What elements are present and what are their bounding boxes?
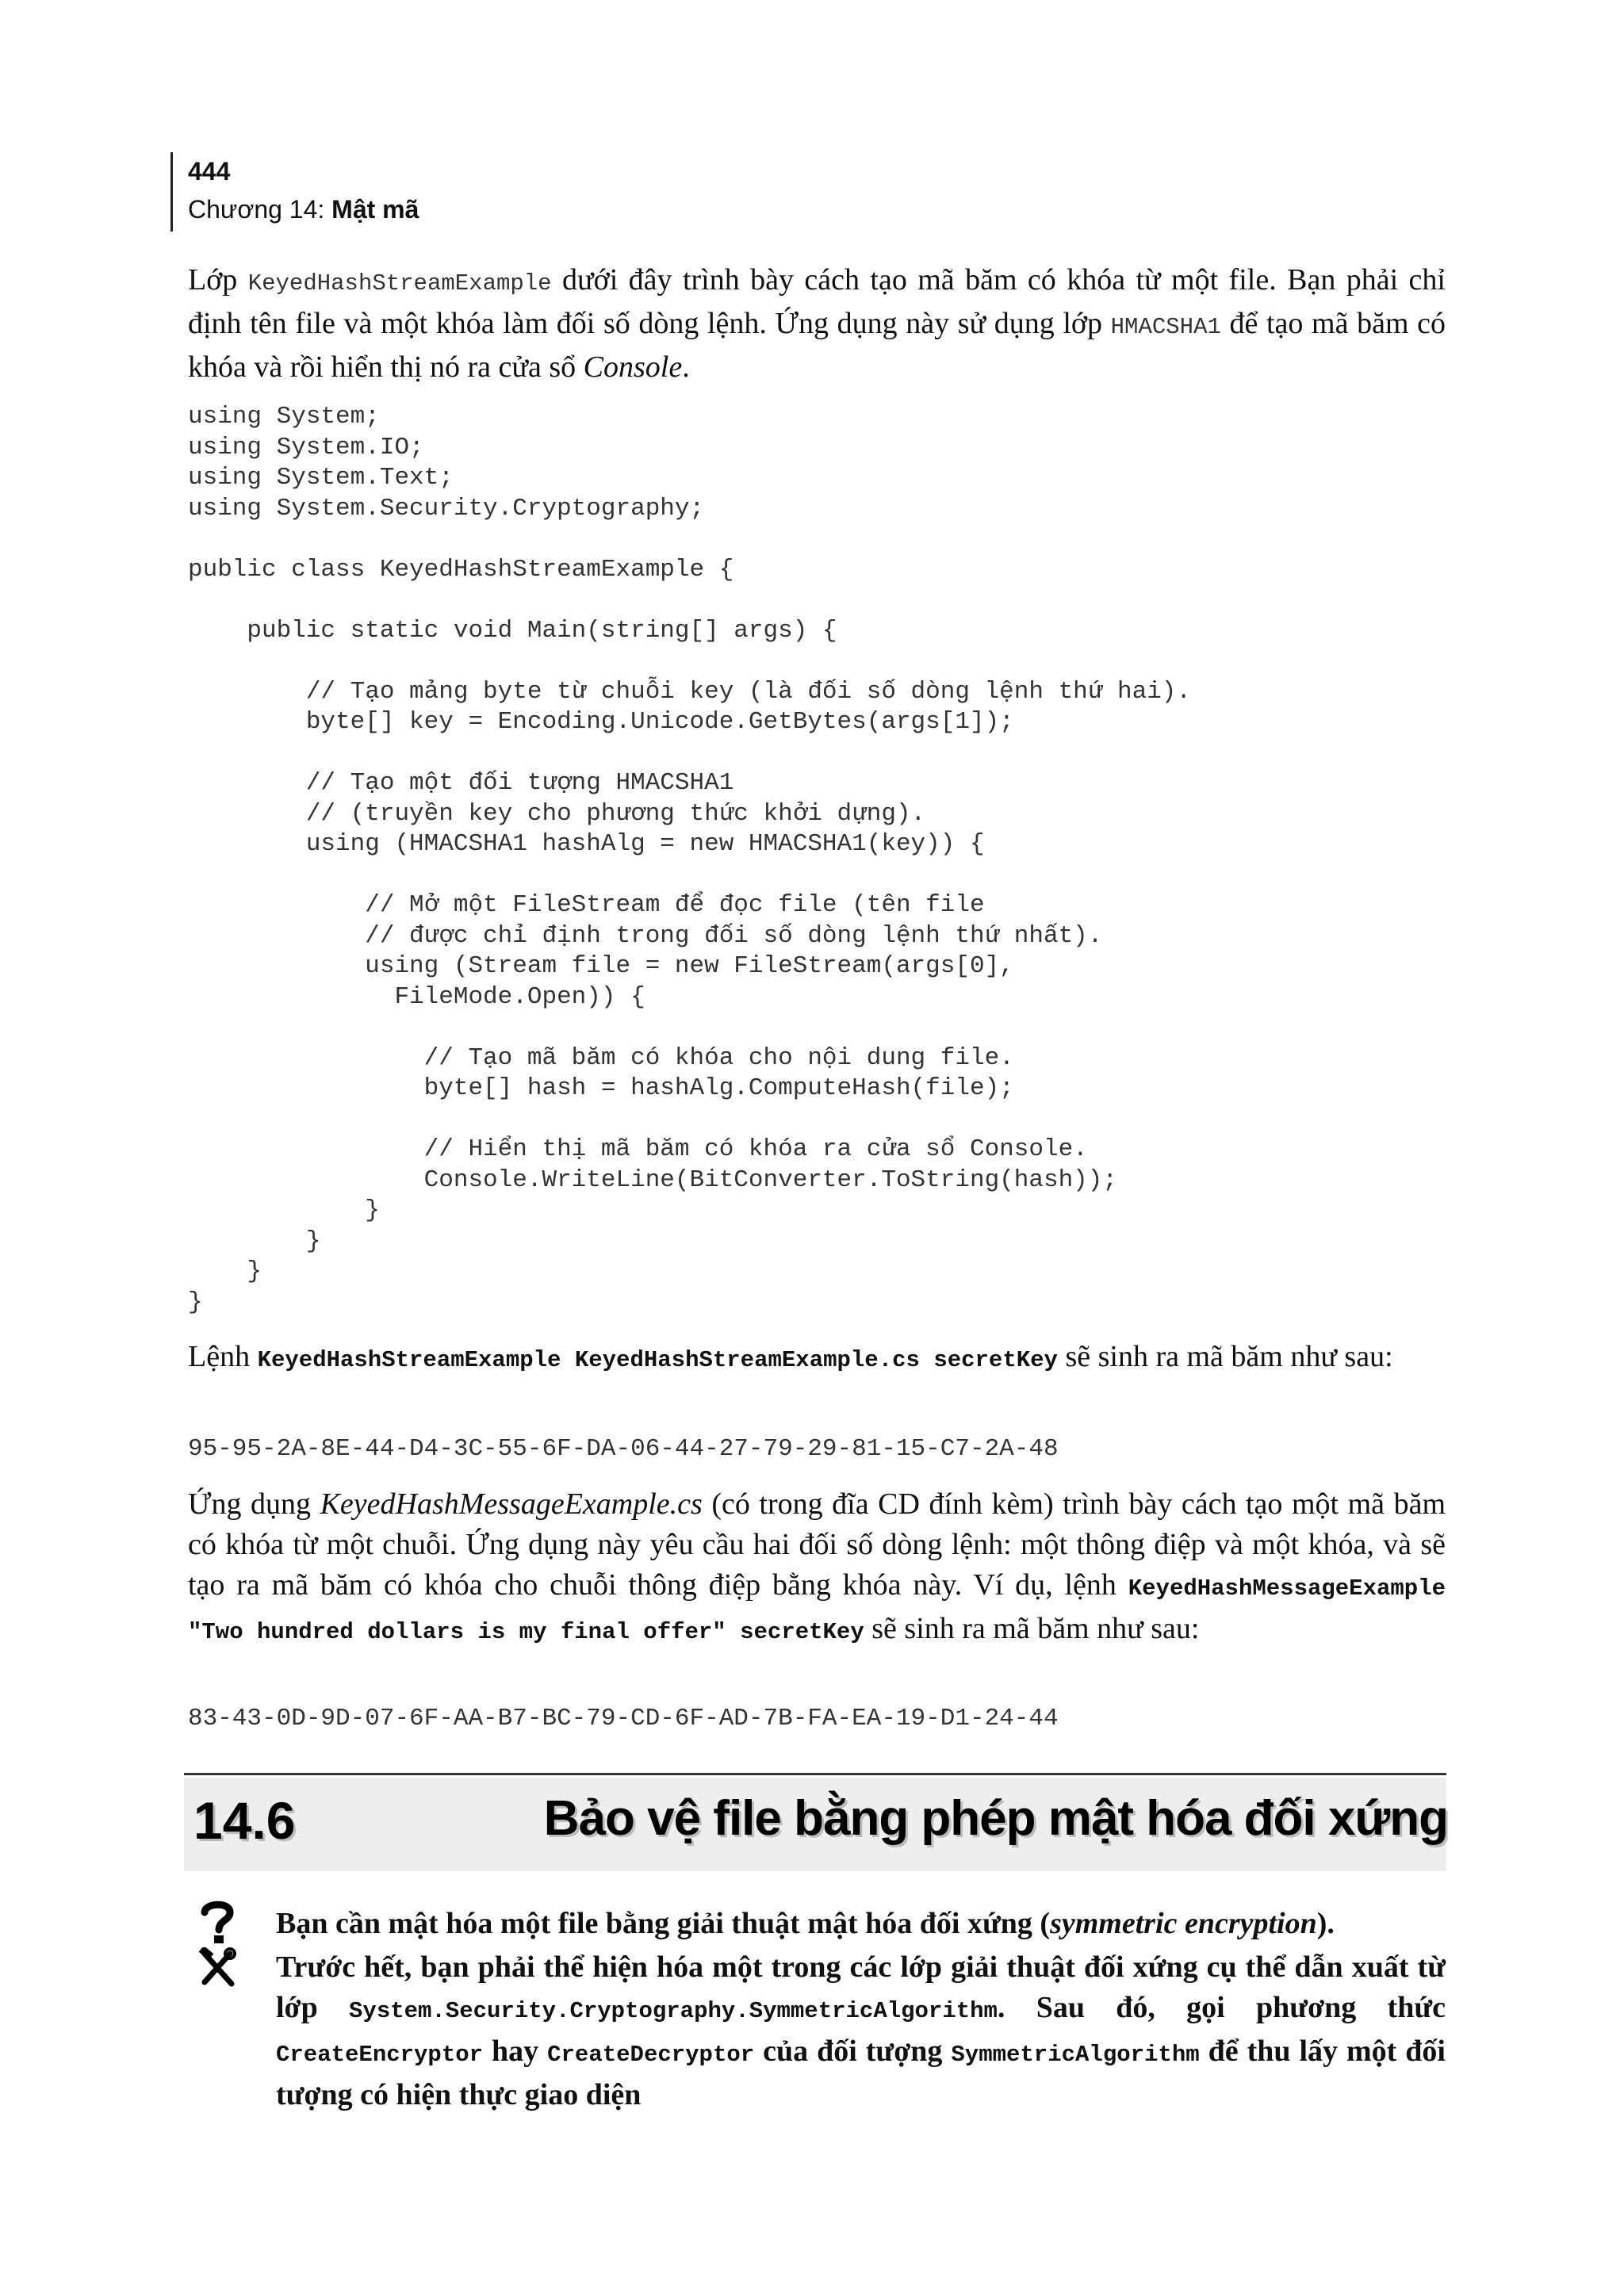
command1-text-1: Lệnh bbox=[188, 1340, 258, 1373]
para2-text-3: sẽ sinh ra mã băm như sau: bbox=[864, 1612, 1200, 1645]
intro-console-term: Console bbox=[583, 350, 683, 384]
hash-output-1: 95-95-2A-8E-44-D4-3C-55-6F-DA-06-44-27-79-29-81-15-C7-2A-48 bbox=[188, 1435, 1059, 1463]
intro-hmac-name: HMACSHA1 bbox=[1110, 314, 1221, 340]
chapter-prefix: Chương 14: bbox=[188, 195, 332, 224]
solution-text-2: . Sau đó, gọi phương thức bbox=[997, 1991, 1446, 2024]
section-number: 14.6 bbox=[193, 1791, 296, 1850]
solution-text-1: Trước hết, bạn phải thể hiện hóa một trong các lớp giải thuật đối xứng cụ thể dẫn xuất từ lớp bbox=[276, 1950, 1446, 2024]
solution-text-3: hay bbox=[483, 2035, 548, 2068]
para2-text-1: Ứng dụng bbox=[188, 1487, 320, 1521]
solution-text-5: để thu lấy một đối tượng có hiện thực giao diện bbox=[276, 2035, 1446, 2111]
intro-class-name: KeyedHashStreamExample bbox=[247, 270, 552, 297]
header-rule bbox=[170, 152, 173, 232]
intro-text-3: để tạo mã băm có khóa và rồi hiển thị nó ra cửa sổ bbox=[188, 307, 1446, 384]
intro-paragraph bbox=[188, 260, 1446, 388]
solution-method-encryptor: CreateEncryptor bbox=[276, 2042, 484, 2068]
hash-output-2: 83-43-0D-9D-07-6F-AA-B7-BC-79-CD-6F-AD-7B-FA-EA-19-D1-24-44 bbox=[188, 1705, 1059, 1732]
command-paragraph-1 bbox=[188, 1337, 1446, 1380]
solution-text-4: của đối tượng bbox=[754, 2035, 952, 2068]
message-example-paragraph bbox=[188, 1484, 1446, 1652]
question-mark-icon bbox=[198, 1900, 236, 1944]
problem-text-2: ). bbox=[1316, 1907, 1335, 1940]
tools-icon bbox=[198, 1947, 236, 1989]
chapter-title: Mật mã bbox=[331, 195, 419, 224]
code-listing: using System; using System.IO; using System.Text; using System.Security.Cryptography; public class KeyedHashStreamExample { public static void Main(string[] args) { // Tạo mảng byte từ chuỗi key (là đối số dòng lệnh thứ hai). byte[] key = Encoding.Unicode.GetBytes(args[1]); // Tạo một đối tượng HMACSHA1 // (truyền key cho phương thức khởi dựng). using (HMACSHA1 hashAlg = new HMACSHA1(key)) { // Mở một FileStream để đọc file (tên file // được chỉ định trong đối số dòng lệnh thứ nhất). using (Stream file = new FileStream(args[0], FileMode.Open)) { // Tạo mã băm có khóa cho nội dung file. byte[] hash = hashAlg.ComputeHash(file); // Hiển thị mã băm có khóa ra cửa sổ Console. Console.WriteLine(BitConverter.ToString(hash)); } } } } bbox=[188, 403, 1192, 1316]
problem-statement bbox=[276, 1904, 1446, 1944]
solution-statement bbox=[276, 1947, 1446, 2115]
solution-method-decryptor: CreateDecryptor bbox=[547, 2042, 755, 2068]
intro-text-1: Lớp bbox=[188, 263, 248, 297]
chapter-heading bbox=[188, 195, 419, 224]
solution-base-class: System.Security.Cryptography.SymmetricAlgorithm bbox=[349, 1998, 998, 2024]
command1-command: KeyedHashStreamExample KeyedHashStreamExample.cs secretKey bbox=[257, 1347, 1058, 1373]
problem-text-1: Bạn cần mật hóa một file bằng giải thuật mật hóa đối xứng ( bbox=[276, 1907, 1051, 1940]
command1-text-2: sẽ sinh ra mã băm như sau: bbox=[1057, 1340, 1393, 1373]
section-rule bbox=[184, 1773, 1446, 1775]
problem-term: symmetric encryption bbox=[1050, 1907, 1317, 1940]
para2-text-2: (có trong đĩa CD đính kèm) trình bày cách tạo một mã băm có khóa từ một chuỗi. Ứng dụng này yêu cầu hai đối số dòng lệnh: một thông điệp và một khóa, và sẽ tạo ra mã băm có khóa cho chuỗi thông điệp bằng khóa này. Ví dụ, lệnh bbox=[188, 1487, 1446, 1602]
para2-command: KeyedHashMessageExample "Two hundred dollars is my final offer" secretKey bbox=[188, 1575, 1446, 1645]
intro-text-4: . bbox=[682, 350, 690, 384]
para2-file-name: KeyedHashMessageExample.cs bbox=[320, 1487, 703, 1521]
solution-symmetric-class: SymmetricAlgorithm bbox=[951, 2042, 1200, 2068]
section-title: Bảo vệ file bằng phép mật hóa đối xứng bbox=[543, 1791, 1448, 1846]
intro-text-2: dưới đây trình bày cách tạo mã băm có khóa từ một file. Bạn phải chỉ định tên file và một khóa làm đối số dòng lệnh. Ứng dụng này sử dụng lớp bbox=[188, 263, 1446, 340]
page-number: 444 bbox=[188, 157, 231, 186]
